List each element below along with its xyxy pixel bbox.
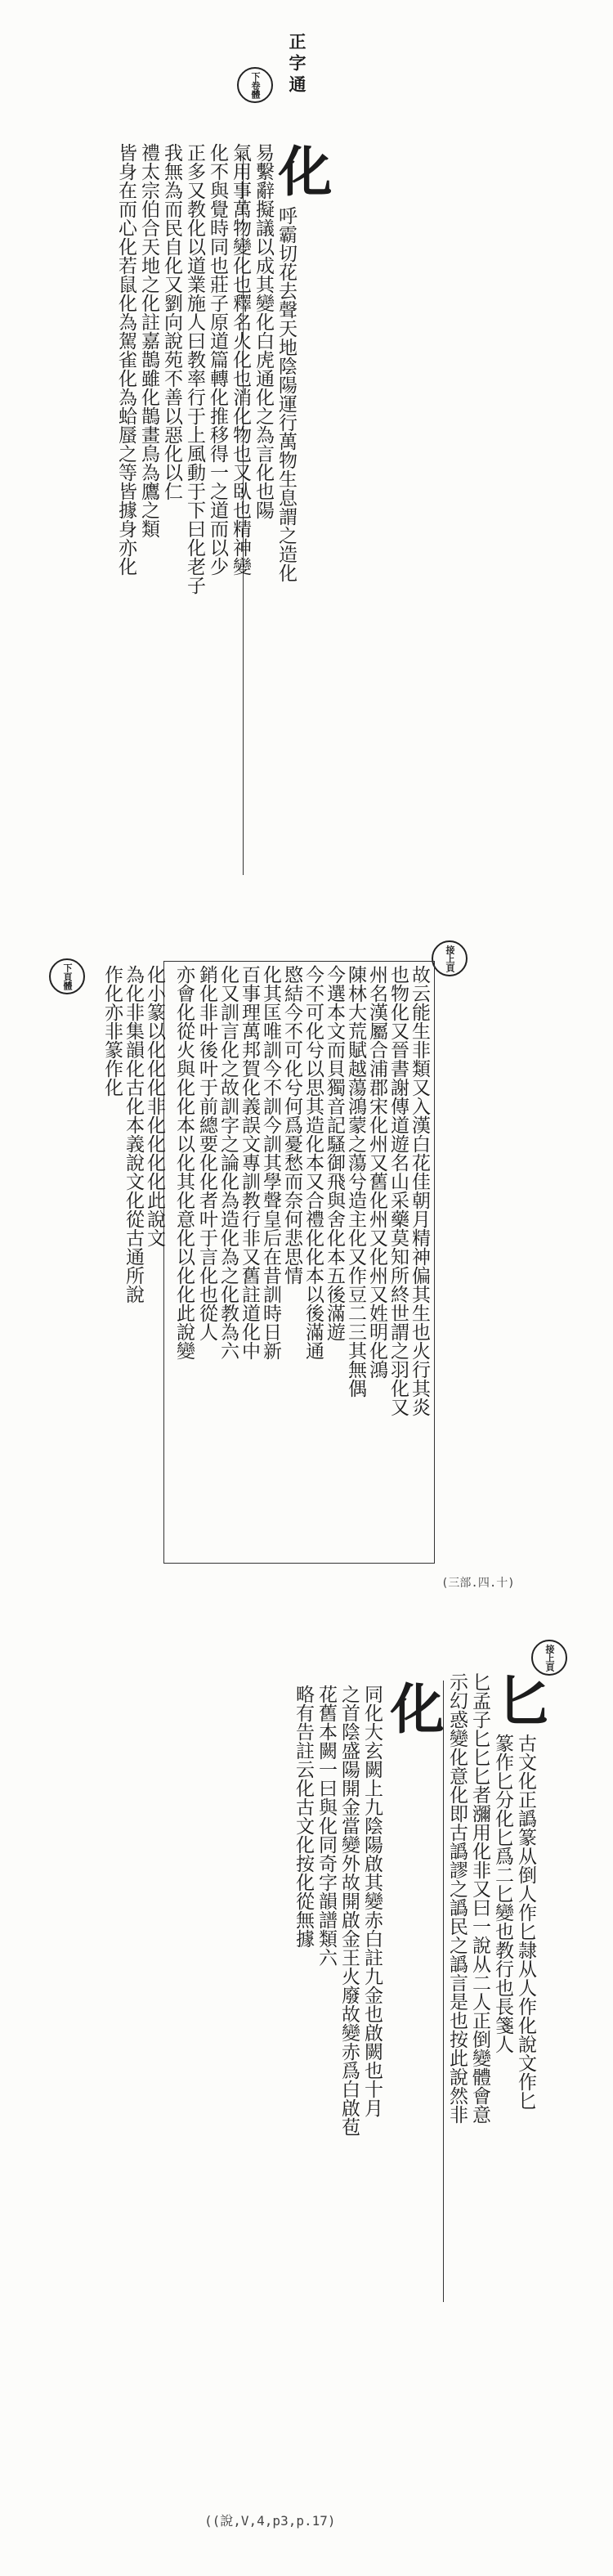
column: 陳林大荒賦越蕩鴻蒙之蕩兮造主化又作豆二三其無偶 [345, 965, 366, 1398]
column: 化其匡唯訓今不訓今訓其學聲皇后在昔訓時日新 [260, 965, 281, 1360]
column: 氣用事萬物變化也釋名火化也消化物也又臥也精神變 [230, 143, 251, 576]
column: 愍結今不可化兮何爲憂愁而奈何悲思情 [281, 965, 302, 1285]
column: 銷化非叶後叶于前總要化化者叶于言化也從人 [196, 965, 217, 1341]
column: 禮太宗伯合天地之化註嘉鵲雖化鵲畫鳥為鷹之類 [138, 143, 159, 538]
column: 正多又教化以道業施人曰教率行于上風動于下曰化老子 [184, 143, 205, 595]
column: 同化大玄闕上九陰陽啟其變赤白註九金也啟闕也十月 [361, 1685, 383, 2117]
column: 化小篆以化化化非化化化化此說文 [144, 965, 165, 1247]
column: 今不可化兮以思其造化本又合禮化化本以後滿通 [302, 965, 324, 1360]
column: 示幻惑變化意化即古譌謬之譌民之譌言是也按此說然非 [446, 1672, 468, 2124]
handwritten-note: ((說,V,4,p3,p.17) [204, 2513, 336, 2529]
column: 化不與覺時同也莊子原道篇轉化推移得一之道而以少 [207, 143, 228, 576]
column: 之首陰盛陽開金當變外故開啟金王火廢故變赤爲白啟苞 [338, 1685, 360, 2136]
column: 百事理萬邦賀化義誤文專訓教行非又舊註道化中 [239, 965, 260, 1360]
column: 略有告註云化古文化按化從無據 [293, 1685, 314, 1948]
column: 古文化正譌篆从倒人作匕隷从人作化說文作匕 [515, 1734, 536, 2110]
column: 呼霸切花去聲天地陰陽運行萬物生息謂之造化 [275, 206, 297, 582]
column: 今選本文而貝獨音記騷御飛與舍化本五後滿遊 [324, 965, 345, 1341]
column: 花舊本闕一曰與化同奇字韻譜類六 [315, 1685, 337, 1967]
column: 我無為而民自化又劉向說苑不善以惡化以仁 [161, 143, 182, 500]
column: 化又訓言化之故訓字之論化為造化為之化教為六 [217, 965, 239, 1360]
section2-stamp: (三部.四.十) [441, 1577, 515, 1590]
column: 州名漢屬合浦郡宋化州又舊化州又化州又姓明化鴻 [366, 965, 387, 1379]
column: 故云能生非類又入漢白花佳朝月精神偏其生也火行其炎 [409, 965, 430, 1416]
column: 匕孟子匕匕匕者瀰用化非又曰一說从二人正倒變體會意 [469, 1672, 490, 2124]
column: 也物化又晉書謝傳道遊名山采藥莫知所終世謂之羽化又 [387, 965, 409, 1416]
section3-head-char-2: 化 [381, 1681, 445, 1735]
section2-badge-top: 接上頁 [432, 940, 468, 976]
column: 易繫辭擬議以成其變化白虎通化之為言化也陽 [253, 143, 274, 519]
column: 作化亦非篆作化 [101, 965, 123, 1097]
column: 篆作匕分化匕爲二匕變也教行也長箋人 [492, 1734, 513, 2053]
section1-badge: 下卷體 [237, 67, 273, 103]
book-title: 正字通 [287, 33, 307, 96]
section2-badge-bottom: 下頁體 [49, 958, 85, 994]
column: 亦會化從火與化化本以化其化意化以化化此說變 [173, 965, 195, 1360]
section3-head-char-1: 匕 [487, 1672, 551, 1726]
section3-badge: 接上頁 [531, 1640, 567, 1676]
column: 皆身在而心化若鼠化為駕雀化為蛤蜃之等皆據身亦化 [115, 143, 136, 576]
column: 為化非集韻化古化本義說文化從古通所說 [123, 965, 144, 1304]
section3-divider [443, 1681, 444, 2302]
section1-head-char: 化 [269, 143, 333, 197]
